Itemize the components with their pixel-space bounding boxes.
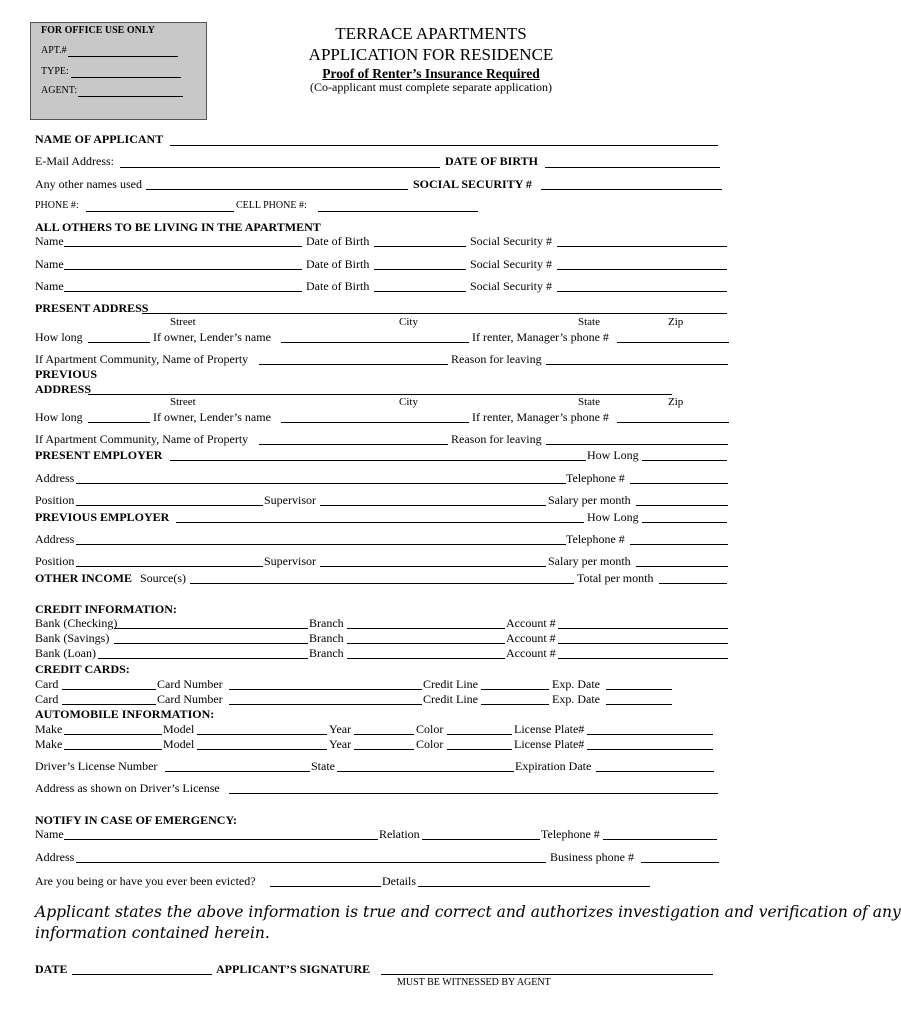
previous-address-field[interactable] <box>88 394 672 395</box>
present-emp-howlong-field[interactable] <box>642 460 727 461</box>
emergency-address-label: Address <box>35 850 75 864</box>
card2-creditline-field[interactable] <box>481 704 549 705</box>
present-howlong-field[interactable] <box>88 342 150 343</box>
cell-label: CELL PHONE #: <box>236 200 307 211</box>
car2-year-label: Year <box>329 737 352 751</box>
previous-employer-field[interactable] <box>176 522 584 523</box>
card2-field[interactable] <box>62 704 156 705</box>
car1-year-field[interactable] <box>354 734 414 735</box>
emergency-name-field[interactable] <box>64 839 378 840</box>
evicted-field[interactable] <box>270 886 381 887</box>
present-address-label: PRESENT ADDRESS <box>35 301 149 315</box>
other1-dob-label: Date of Birth <box>306 234 370 248</box>
form-title: TERRACE APARTMENTS <box>335 24 527 43</box>
present-manager-label: If renter, Manager’s phone # <box>472 330 609 344</box>
license-exp-label: Expiration Date <box>515 759 592 773</box>
other1-name-label: Name <box>35 234 64 248</box>
statement-line-2: information contained herein. <box>35 924 270 942</box>
present-zip-caption: Zip <box>668 316 684 328</box>
other1-name-field[interactable] <box>64 246 302 247</box>
email-label: E-Mail Address: <box>35 154 114 168</box>
other2-ssn-label: Social Security # <box>470 257 552 271</box>
previous-community-label: If Apartment Community, Name of Property <box>35 432 249 446</box>
ssn-label: SOCIAL SECURITY # <box>413 177 532 191</box>
car1-model-label: Model <box>163 722 195 736</box>
cell-field[interactable] <box>318 211 478 212</box>
other-names-label: Any other names used <box>35 177 142 191</box>
present-emp-howlong-label: How Long <box>587 448 639 462</box>
loan-account-label: Account # <box>506 646 556 660</box>
savings-field[interactable] <box>114 643 308 644</box>
previous-emp-telephone-label: Telephone # <box>566 532 625 546</box>
car1-make-field[interactable] <box>64 734 162 735</box>
loan-field[interactable] <box>98 658 308 659</box>
emergency-name-label: Name <box>35 827 64 841</box>
credit-cards-heading: CREDIT CARDS: <box>35 662 130 676</box>
present-supervisor-field[interactable] <box>320 505 546 506</box>
present-reason-label: Reason for leaving <box>451 352 542 366</box>
present-emp-telephone-field[interactable] <box>630 483 728 484</box>
other-income-label: OTHER INCOME <box>35 571 133 585</box>
card1-exp-field[interactable] <box>606 689 672 690</box>
card2-number-field[interactable] <box>229 704 422 705</box>
car2-color-label: Color <box>416 737 444 751</box>
emergency-telephone-label: Telephone # <box>541 827 600 841</box>
other3-ssn-field[interactable] <box>557 291 727 292</box>
card2-number-label: Card Number <box>157 692 223 706</box>
card1-number-field[interactable] <box>229 689 422 690</box>
license-field[interactable] <box>165 771 310 772</box>
auto-heading: AUTOMOBILE INFORMATION: <box>35 707 215 721</box>
previous-emp-address-label: Address <box>35 532 75 546</box>
card2-exp-label: Exp. Date <box>552 692 600 706</box>
evicted-label: Are you being or have you ever been evicted? <box>35 874 256 888</box>
checking-branch-label: Branch <box>309 616 344 630</box>
other2-dob-field[interactable] <box>374 269 466 270</box>
previous-lender-field[interactable] <box>281 422 469 423</box>
card1-number-label: Card Number <box>157 677 223 691</box>
license-label: Driver’s License Number <box>35 759 158 773</box>
card1-creditline-field[interactable] <box>481 689 549 690</box>
loan-branch-field[interactable] <box>347 658 505 659</box>
signature-label: APPLICANT’S SIGNATURE <box>216 962 371 976</box>
car2-plate-field[interactable] <box>587 749 713 750</box>
previous-city-caption: City <box>399 396 418 408</box>
car1-make-label: Make <box>35 722 63 736</box>
checking-label: Bank (Checking) <box>35 616 118 630</box>
loan-branch-label: Branch <box>309 646 344 660</box>
other3-dob-field[interactable] <box>374 291 466 292</box>
dob-label: DATE OF BIRTH <box>445 154 538 168</box>
car2-make-field[interactable] <box>64 749 162 750</box>
previous-position-label: Position <box>35 554 75 568</box>
previous-salary-field[interactable] <box>636 566 728 567</box>
present-position-field[interactable] <box>76 505 263 506</box>
previous-address-label-1: PREVIOUS <box>35 367 98 381</box>
other1-ssn-label: Social Security # <box>470 234 552 248</box>
present-lender-field[interactable] <box>281 342 469 343</box>
other3-dob-label: Date of Birth <box>306 279 370 293</box>
office-use-box <box>30 22 207 120</box>
other-income-sources-label: Source(s) <box>140 571 186 585</box>
office-agent-field[interactable] <box>78 96 183 97</box>
car2-make-label: Make <box>35 737 63 751</box>
previous-howlong-field[interactable] <box>88 422 150 423</box>
previous-address-label-2: ADDRESS <box>35 382 92 396</box>
previous-reason-field[interactable] <box>546 444 728 445</box>
previous-emp-howlong-label: How Long <box>587 510 639 524</box>
signature-field[interactable] <box>381 974 713 975</box>
other3-name-field[interactable] <box>64 291 302 292</box>
ssn-field[interactable] <box>541 189 722 190</box>
previous-state-caption: State <box>578 396 600 408</box>
card1-creditline-label: Credit Line <box>423 677 478 691</box>
date-label: DATE <box>35 962 68 976</box>
present-street-caption: Street <box>170 316 196 328</box>
office-type-field[interactable] <box>71 77 181 78</box>
previous-emp-howlong-field[interactable] <box>642 522 727 523</box>
email-field[interactable] <box>120 167 440 168</box>
present-employer-label: PRESENT EMPLOYER <box>35 448 163 462</box>
emergency-address-field[interactable] <box>76 862 546 863</box>
present-employer-field[interactable] <box>170 460 586 461</box>
details-field[interactable] <box>418 886 650 887</box>
savings-branch-field[interactable] <box>347 643 505 644</box>
card1-exp-label: Exp. Date <box>552 677 600 691</box>
present-city-caption: City <box>399 316 418 328</box>
other-names-field[interactable] <box>146 189 408 190</box>
previous-salary-label: Salary per month <box>548 554 631 568</box>
other2-name-label: Name <box>35 257 64 271</box>
previous-manager-label: If renter, Manager’s phone # <box>472 410 609 424</box>
car1-model-field[interactable] <box>197 734 327 735</box>
office-apt-field[interactable] <box>68 56 178 57</box>
card2-label: Card <box>35 692 59 706</box>
savings-account-field[interactable] <box>558 643 728 644</box>
savings-branch-label: Branch <box>309 631 344 645</box>
checking-branch-field[interactable] <box>347 628 505 629</box>
present-manager-field[interactable] <box>617 342 729 343</box>
present-address-field[interactable] <box>142 313 727 314</box>
car2-plate-label: License Plate# <box>514 737 585 751</box>
other3-ssn-label: Social Security # <box>470 279 552 293</box>
car2-model-label: Model <box>163 737 195 751</box>
coapplicant-note: (Co-applicant must complete separate application) <box>310 80 552 94</box>
present-community-field[interactable] <box>259 364 448 365</box>
insurance-notice: Proof of Renter’s Insurance Required <box>322 66 540 81</box>
previous-howlong-label: How long <box>35 410 83 424</box>
previous-community-field[interactable] <box>259 444 448 445</box>
license-state-label: State <box>311 759 335 773</box>
loan-label: Bank (Loan) <box>35 646 96 660</box>
savings-account-label: Account # <box>506 631 556 645</box>
previous-emp-telephone-field[interactable] <box>630 544 728 545</box>
dob-field[interactable] <box>545 167 720 168</box>
phone-field[interactable] <box>86 211 234 212</box>
present-lender-label: If owner, Lender’s name <box>153 330 271 344</box>
others-heading: ALL OTHERS TO BE LIVING IN THE APARTMENT <box>35 220 321 234</box>
other1-ssn-field[interactable] <box>557 246 727 247</box>
present-supervisor-label: Supervisor <box>264 493 316 507</box>
previous-supervisor-field[interactable] <box>320 566 546 567</box>
previous-manager-field[interactable] <box>617 422 729 423</box>
present-position-label: Position <box>35 493 75 507</box>
office-type-label: TYPE: <box>41 66 69 77</box>
applicant-name-field[interactable] <box>170 145 718 146</box>
car1-year-label: Year <box>329 722 352 736</box>
present-howlong-label: How long <box>35 330 83 344</box>
license-exp-field[interactable] <box>596 771 714 772</box>
emergency-heading: NOTIFY IN CASE OF EMERGENCY: <box>35 813 238 827</box>
previous-emp-address-field[interactable] <box>76 544 566 545</box>
checking-account-field[interactable] <box>558 628 728 629</box>
office-agent-label: AGENT: <box>41 85 78 96</box>
office-heading: FOR OFFICE USE ONLY <box>41 25 155 36</box>
applicant-name-label: NAME OF APPLICANT <box>35 132 164 146</box>
car1-plate-field[interactable] <box>587 734 713 735</box>
previous-reason-label: Reason for leaving <box>451 432 542 446</box>
total-per-month-label: Total per month <box>577 571 654 585</box>
present-salary-label: Salary per month <box>548 493 631 507</box>
emergency-relation-field[interactable] <box>422 839 540 840</box>
other1-dob-field[interactable] <box>374 246 466 247</box>
car1-color-field[interactable] <box>447 734 512 735</box>
other-income-sources-field[interactable] <box>190 583 574 584</box>
car2-year-field[interactable] <box>354 749 414 750</box>
other2-ssn-field[interactable] <box>557 269 727 270</box>
previous-street-caption: Street <box>170 396 196 408</box>
previous-zip-caption: Zip <box>668 396 684 408</box>
checking-field[interactable] <box>114 628 308 629</box>
present-community-label: If Apartment Community, Name of Property <box>35 352 249 366</box>
previous-supervisor-label: Supervisor <box>264 554 316 568</box>
credit-heading: CREDIT INFORMATION: <box>35 602 177 616</box>
other3-name-label: Name <box>35 279 64 293</box>
car2-color-field[interactable] <box>447 749 512 750</box>
previous-lender-label: If owner, Lender’s name <box>153 410 271 424</box>
witness-note: MUST BE WITNESSED BY AGENT <box>397 977 551 988</box>
previous-position-field[interactable] <box>76 566 263 567</box>
present-reason-field[interactable] <box>546 364 728 365</box>
present-emp-telephone-label: Telephone # <box>566 471 625 485</box>
phone-label: PHONE #: <box>35 200 79 211</box>
form-subtitle: APPLICATION FOR RESIDENCE <box>308 45 554 64</box>
car2-model-field[interactable] <box>197 749 327 750</box>
license-state-field[interactable] <box>337 771 514 772</box>
present-salary-field[interactable] <box>636 505 728 506</box>
other2-dob-label: Date of Birth <box>306 257 370 271</box>
present-state-caption: State <box>578 316 600 328</box>
emergency-relation-label: Relation <box>379 827 420 841</box>
card1-field[interactable] <box>62 689 156 690</box>
card1-label: Card <box>35 677 59 691</box>
statement-line-1: Applicant states the above information is true and correct and authorizes investigation and verification of any <box>35 903 901 921</box>
business-phone-field[interactable] <box>641 862 719 863</box>
date-field[interactable] <box>72 974 212 975</box>
license-address-field[interactable] <box>229 793 718 794</box>
card2-creditline-label: Credit Line <box>423 692 478 706</box>
total-per-month-field[interactable] <box>659 583 727 584</box>
checking-account-label: Account # <box>506 616 556 630</box>
business-phone-label: Business phone # <box>550 850 634 864</box>
card2-exp-field[interactable] <box>606 704 672 705</box>
other2-name-field[interactable] <box>64 269 302 270</box>
office-apt-label: APT.# <box>41 45 67 56</box>
previous-employer-label: PREVIOUS EMPLOYER <box>35 510 170 524</box>
savings-label: Bank (Savings) <box>35 631 110 645</box>
license-address-label: Address as shown on Driver’s License <box>35 781 220 795</box>
emergency-telephone-field[interactable] <box>603 839 717 840</box>
car1-color-label: Color <box>416 722 444 736</box>
car1-plate-label: License Plate# <box>514 722 585 736</box>
loan-account-field[interactable] <box>558 658 728 659</box>
details-label: Details <box>382 874 416 888</box>
present-emp-address-label: Address <box>35 471 75 485</box>
present-emp-address-field[interactable] <box>76 483 566 484</box>
